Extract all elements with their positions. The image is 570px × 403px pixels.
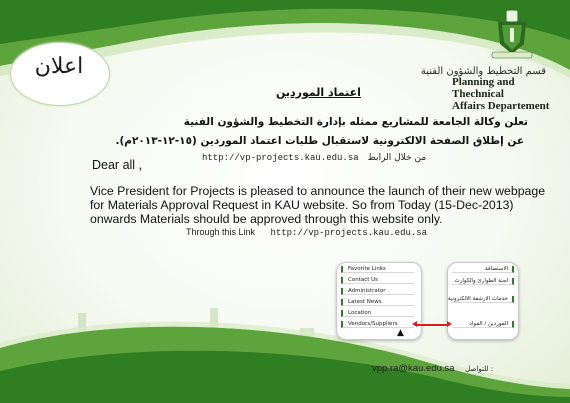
university-logo [482,8,542,60]
english-link-url[interactable]: http://vp-projects.kau.edu.sa [270,228,428,238]
menu-item-suppliers-materials[interactable]: الموردين / المواد [452,321,514,328]
highlight-arrow-right-icon [432,324,448,326]
contact-label: للتواصل : [465,365,494,373]
arabic-body-line-2: عن إطلاق الصفحة الالكترونية لاستقبال طلبات اعتماد الموردين (١٥-١٢-٢٠١٣م). [115,135,524,147]
department-name-arabic: قسم التخطيط والشؤون الفنية [420,66,546,77]
menu-item-hosting[interactable]: الاستضافة [452,266,514,273]
english-body [90,184,546,226]
menu-item-contact-us[interactable]: Contact Us [341,277,414,284]
menu-item-latest-news[interactable]: Latest News [341,299,414,306]
announcement-badge-label: اعلان [34,54,84,79]
arabic-body-line-1: تعلن وكالة الجامعة للمشاريع ممثله بإدارة التخطيط والشؤون الفنية [183,116,528,128]
department-name-line-2: Affairs Departement [452,100,550,112]
notice-headline: اعتماد الموردين [276,86,361,99]
menu-item-favorite-links[interactable]: Favorite Links [341,266,414,273]
highlight-arrow-left-icon [416,324,432,326]
contact-row [372,363,493,374]
arabic-link-row [202,153,426,163]
contact-email[interactable]: vpp.ra@kau.edu.sa [372,363,455,374]
menu-item-location[interactable]: Location [341,310,414,317]
menu-item-electronic-archiving[interactable]: خدمات الارشفة الالكترونية [452,296,514,303]
english-link-label: Through this Link [186,227,256,237]
menu-item-vendors-suppliers[interactable]: Vendors/Suppliers [341,321,414,328]
menu-item-emergency-committee[interactable]: لجنة الطوارئ والكوارث [452,278,514,285]
english-link-row [186,227,427,238]
mouse-pointer-icon: ▲ [397,328,404,338]
english-body-line-2: for Materials Approval Request in KAU website. So from Today (15-Dec-2013) [90,198,514,212]
greeting: Dear all , [92,158,143,172]
menu-item-administrator[interactable]: Administrator [341,288,414,295]
website-menu-arabic [447,262,519,340]
website-menu-english [336,262,422,340]
department-name-english [452,76,564,112]
arabic-link-url[interactable]: http://vp-projects.kau.edu.sa [202,153,359,163]
department-name-line-1: Planning and Thechnical [452,76,515,100]
english-body-line-1: Vice President for Projects is pleased to announce the launch of their new webpage [90,184,546,198]
arabic-link-label: من خلال الرابط [367,153,427,163]
english-body-line-3: onwards Materials should be approved through this website only. [90,212,443,226]
